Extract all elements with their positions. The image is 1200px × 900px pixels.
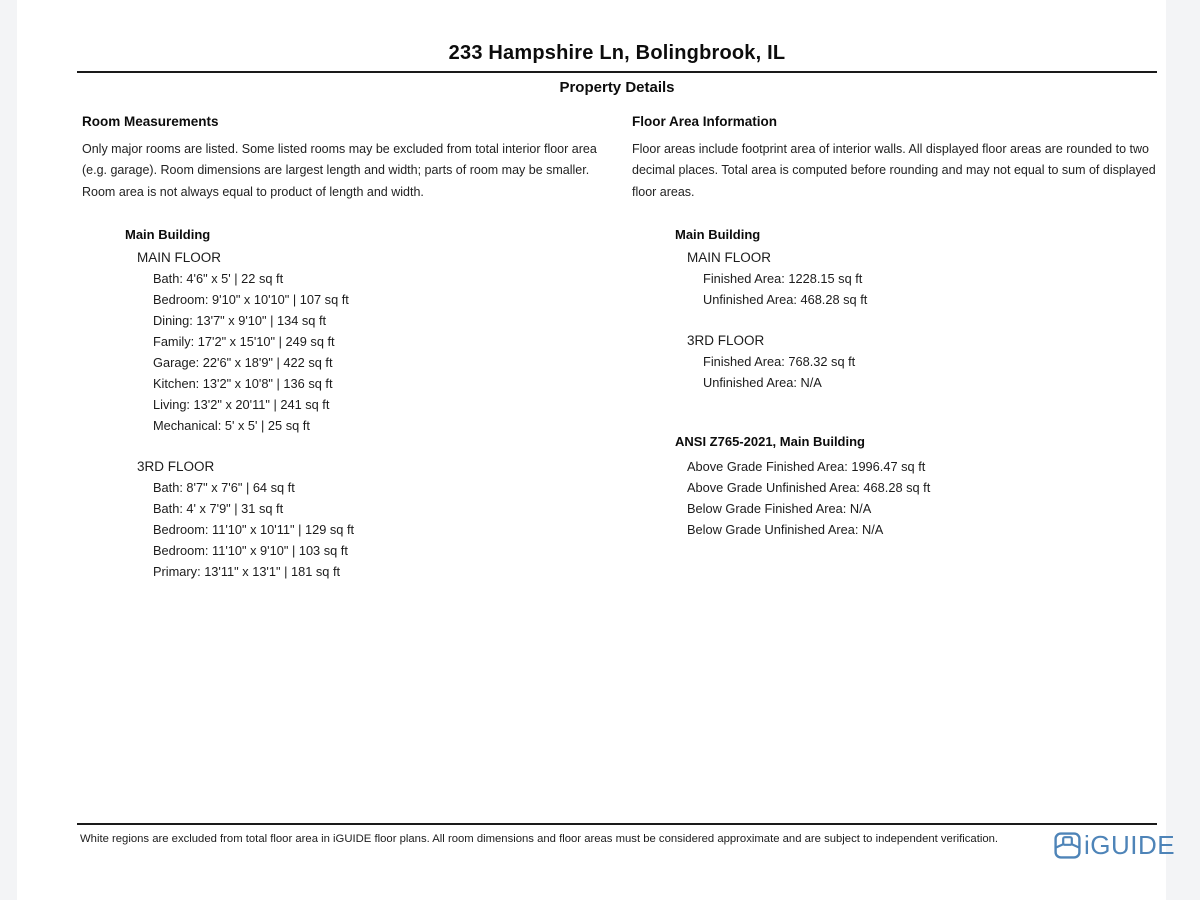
iguide-logo-icon (1054, 832, 1081, 859)
footer-divider (77, 823, 1157, 825)
page-subtitle: Property Details (559, 79, 675, 96)
iguide-logo-text: iGUIDE (1084, 829, 1176, 860)
room-line: Kitchen: 13'2" x 10'8" | 136 sq ft (153, 375, 333, 391)
room-measurements-building (82, 228, 617, 582)
page-title: 233 Hampshire Ln, Bolingbrook, IL (448, 42, 786, 64)
room-line: Bedroom: 11'10" x 10'11" | 129 sq ft (153, 521, 355, 537)
building-name: Main Building (675, 226, 761, 242)
room-line: Bath: 4' x 7'9" | 31 sq ft (153, 500, 284, 516)
header-divider (77, 71, 1157, 73)
floor-area-building (632, 228, 1167, 540)
ansi-heading: ANSI Z765-2021, Main Building (675, 433, 865, 449)
room-line: Mechanical: 5' x 5' | 25 sq ft (153, 417, 310, 433)
floor-name: 3RD FLOOR (137, 458, 215, 474)
ansi-standard-block (632, 435, 1167, 540)
building-name: Main Building (125, 226, 211, 242)
room-measurements-section (82, 114, 617, 582)
room-measurements-note: Only major rooms are listed. Some listed rooms may be excluded from total interior floor area (e.g. garage). Room dimensions are largest length and width; parts of room may be smaller. Room area is not always equal to product of length and width. (82, 142, 597, 199)
floor-3rd-rooms (82, 457, 617, 582)
ansi-line: Below Grade Finished Area: N/A (687, 500, 872, 516)
iguide-logo (1054, 830, 1175, 860)
room-line: Family: 17'2" x 15'10" | 249 sq ft (153, 333, 335, 349)
floor-main-rooms (82, 248, 617, 436)
room-line: Bedroom: 9'10" x 10'10" | 107 sq ft (153, 291, 349, 307)
room-line: Primary: 13'11" x 13'1" | 181 sq ft (153, 563, 341, 579)
room-line: Bath: 8'7" x 7'6" | 64 sq ft (153, 479, 295, 495)
floor-3rd-areas (632, 331, 1167, 393)
ansi-line: Above Grade Unfinished Area: 468.28 sq ft (687, 479, 931, 495)
document-page (17, 0, 1176, 900)
area-line: Unfinished Area: N/A (703, 374, 822, 390)
area-line: Unfinished Area: 468.28 sq ft (703, 291, 868, 307)
floor-name: MAIN FLOOR (687, 249, 772, 265)
room-line: Bath: 4'6" x 5' | 22 sq ft (153, 270, 284, 286)
area-line: Finished Area: 1228.15 sq ft (703, 270, 863, 286)
room-line: Garage: 22'6" x 18'9" | 422 sq ft (153, 354, 333, 370)
room-line: Living: 13'2" x 20'11" | 241 sq ft (153, 396, 330, 412)
footer-disclaimer: White regions are excluded from total floor area in iGUIDE floor plans. All room dimensions and floor areas must be considered approximate and are subject to independent verification. (80, 833, 999, 845)
room-line: Bedroom: 11'10" x 9'10" | 103 sq ft (153, 542, 348, 558)
ansi-line: Below Grade Unfinished Area: N/A (687, 521, 884, 537)
area-line: Finished Area: 768.32 sq ft (703, 353, 856, 369)
floor-name: MAIN FLOOR (137, 249, 222, 265)
room-line: Dining: 13'7" x 9'10" | 134 sq ft (153, 312, 327, 328)
floor-main-areas (632, 248, 1167, 310)
ansi-line: Above Grade Finished Area: 1996.47 sq ft (687, 458, 926, 474)
floor-name: 3RD FLOOR (687, 332, 765, 348)
floor-area-section (632, 114, 1167, 540)
room-measurements-heading: Room Measurements (82, 114, 219, 129)
floor-area-note: Floor areas include footprint area of interior walls. All displayed floor areas are rounded to two decimal places. Total area is computed before rounding and may not equal to sum of displayed floor areas. (632, 142, 1156, 199)
floor-area-heading: Floor Area Information (632, 114, 778, 129)
